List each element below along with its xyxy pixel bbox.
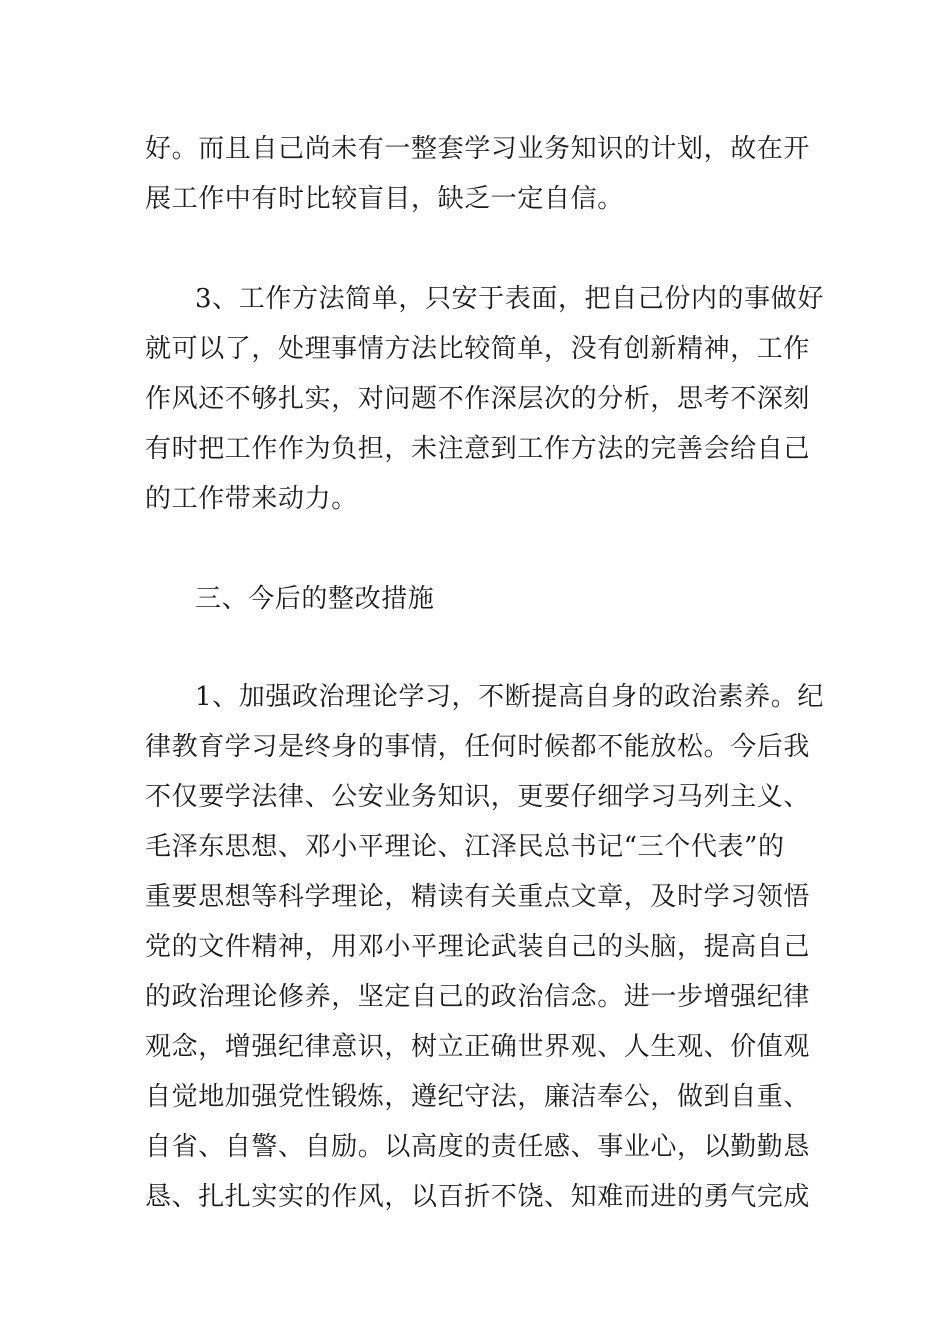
paragraph-1-line-9: 自觉地加强党性锻炼，遵纪守法，廉洁奉公，做到自重、	[145, 1082, 811, 1112]
paragraph-1-line-10: 自省、自警、自励。以高度的责任感、事业心，以勤勤恳	[145, 1132, 811, 1162]
paragraph-3-line-5: 的工作带来动力。	[145, 484, 358, 514]
paragraph-1-line-5: 重要思想等科学理论，精读有关重点文章，及时学习领悟	[145, 882, 811, 912]
text-line-2: 展工作中有时比较盲目，缺乏一定自信。	[145, 184, 624, 214]
paragraph-1-line-3: 不仅要学法律、公安业务知识，更要仔细学习马列主义、	[145, 782, 811, 812]
paragraph-1-line-2: 律教育学习是终身的事情，任何时候都不能放松。今后我	[145, 732, 811, 762]
paragraph-3-line-3: 作风还不够扎实，对问题不作深层次的分析，思考不深刻	[145, 384, 811, 414]
paragraph-3-line-2: 就可以了，处理事情方法比较简单，没有创新精神，工作	[145, 334, 811, 364]
paragraph-1-line-4: 毛泽东思想、邓小平理论、江泽民总书记“三个代表”的	[145, 832, 785, 862]
paragraph-1-line-11: 恳、扎扎实实的作风，以百折不饶、知难而进的勇气完成	[145, 1182, 811, 1212]
text-line-1: 好。而且自己尚未有一整套学习业务知识的计划，故在开	[145, 134, 811, 164]
paragraph-1-line-6: 党的文件精神，用邓小平理论武装自己的头脑，提高自己	[145, 932, 811, 962]
paragraph-3-line-4: 有时把工作作为负担，未注意到工作方法的完善会给自己	[145, 434, 811, 464]
paragraph-1-line-1: 1、加强政治理论学习，不断提高自身的政治素养。纪	[195, 682, 824, 712]
paragraph-1-line-7: 的政治理论修养，坚定自己的政治信念。进一步增强纪律	[145, 982, 811, 1012]
section-heading: 三、今后的整改措施	[195, 584, 435, 614]
paragraph-1-line-8: 观念，增强纪律意识，树立正确世界观、人生观、价值观	[145, 1032, 811, 1062]
paragraph-3-line-1: 3、工作方法简单，只安于表面，把自己份内的事做好	[195, 284, 824, 314]
